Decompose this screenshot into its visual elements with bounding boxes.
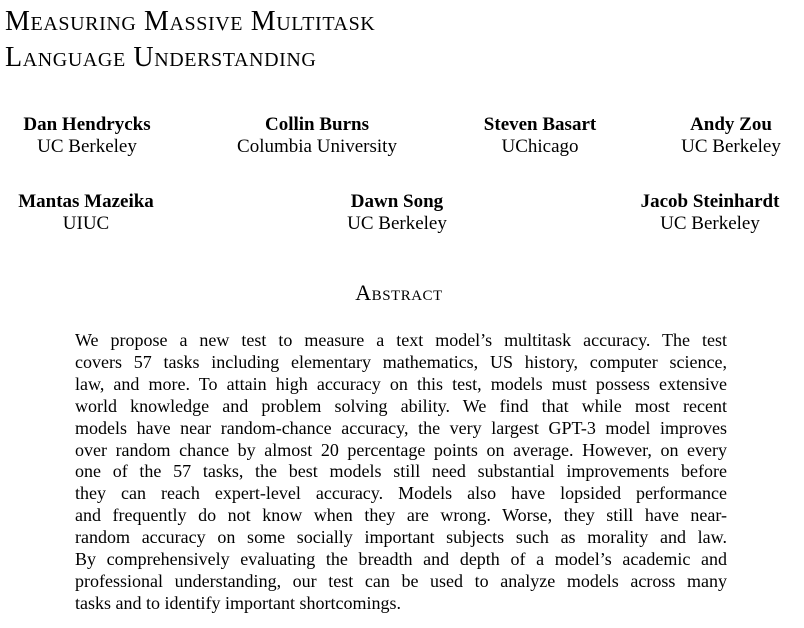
author-name: Dan Hendrycks (23, 114, 151, 135)
author-dan-hendrycks (23, 114, 150, 158)
abstract-line: they can reach expert-level accuracy. Models also have lopsided performance (75, 483, 727, 504)
author-name: Collin Burns (264, 114, 369, 135)
author-affiliation: UC Berkeley (660, 213, 760, 234)
author-affiliation: Columbia University (237, 136, 397, 157)
abstract-line: and frequently do not know when they are wrong. Worse, they still have near- (75, 505, 727, 526)
author-steven-basart (484, 114, 596, 158)
abstract-line: We propose a new test to measure a text model’s multitask accuracy. The test (75, 330, 727, 350)
author-collin-burns (237, 114, 397, 158)
abstract-heading: Abstract (355, 280, 443, 305)
abstract-line: random accuracy on some socially important subjects such as morality and law. (75, 527, 727, 548)
abstract-line: models have near random-chance accuracy, the very largest GPT-3 model improves (75, 417, 727, 438)
author-name: Jacob Steinhardt (640, 191, 780, 212)
author-name: Steven Basart (483, 114, 597, 135)
author-name: Dawn Song (350, 191, 444, 212)
abstract-line: covers 57 tasks including elementary mathematics, US history, computer science, (75, 351, 727, 372)
abstract-line: law, and more. To attain high accuracy on this test, models must possess extensive (75, 373, 727, 394)
abstract-line: over random chance by almost 20 percentage points on average. However, on every (75, 439, 727, 460)
abstract-line: tasks and to identify important shortcomings. (75, 592, 401, 613)
author-andy-zou (681, 114, 781, 158)
author-name: Mantas Mazeika (18, 191, 154, 212)
abstract-line: By comprehensively evaluating the breadth and depth of a model’s academic and (75, 549, 727, 570)
paper-title-line-1: Measuring Massive Multitask (5, 6, 376, 37)
author-affiliation: UC Berkeley (681, 136, 781, 157)
abstract-line: professional understanding, our test can be used to analyze models across many (75, 570, 727, 591)
author-affiliation: UIUC (62, 213, 110, 234)
paper-title-line-2: Language Understanding (5, 42, 317, 73)
paper-title (5, 4, 375, 76)
abstract-line: one of the 57 tasks, the best models still need substantial improvements before (75, 461, 727, 482)
author-dawn-song (347, 191, 447, 235)
author-affiliation: UC Berkeley (347, 213, 447, 234)
abstract-body (75, 330, 727, 615)
author-jacob-steinhardt (641, 191, 780, 235)
author-mantas-mazeika (18, 191, 154, 235)
abstract-line: world knowledge and problem solving ability. We find that while most recent (75, 395, 727, 416)
author-name: Andy Zou (690, 114, 772, 135)
author-affiliation: UChicago (501, 136, 579, 157)
author-affiliation: UC Berkeley (37, 136, 137, 157)
